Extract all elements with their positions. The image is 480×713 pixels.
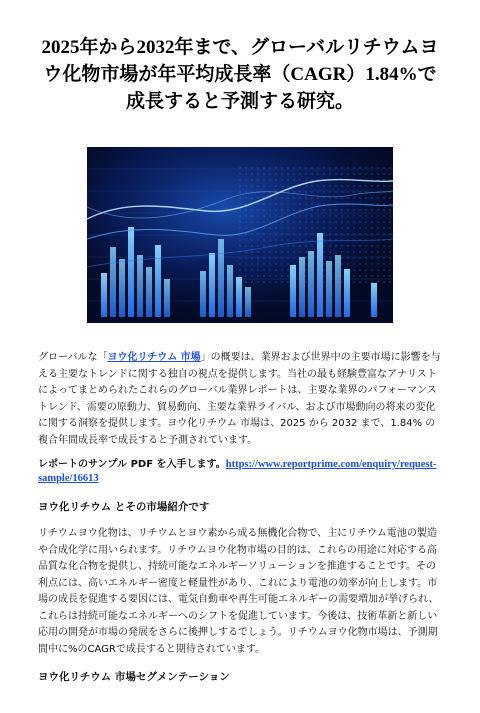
intro-paragraph: [38, 350, 442, 449]
sample-label: レポートのサンプル PDF を入手します。: [38, 459, 226, 470]
hero-bar: [371, 283, 377, 317]
hero-bar: [326, 261, 332, 317]
hero-bar: [290, 265, 296, 317]
hero-bar: [128, 227, 134, 317]
hero-bar: [245, 287, 251, 317]
hero-bar: [317, 233, 323, 317]
hero-bar: [227, 265, 233, 317]
hero-bar: [155, 245, 161, 317]
hero-bar: [308, 251, 314, 317]
page-title: 2025年から2032年まで、グローバルリチウムヨウ化物市場が年平均成長率（CAGR）1.84%で成長すると予測する研究。: [41, 37, 439, 112]
hero-bar: [164, 279, 170, 317]
hero-bar: [299, 257, 305, 317]
sample-request: [38, 458, 442, 486]
section-heading-introduction: ヨウ化リチウム とその市場紹介です: [38, 501, 210, 513]
sample-url-link[interactable]: https://www.reportprime.com/enquiry/request-sample/16613: [38, 459, 437, 484]
hero-bar: [209, 253, 215, 317]
hero-bar: [110, 247, 116, 317]
hero-bar: [344, 269, 350, 317]
hero-bar: [236, 277, 242, 317]
hero-bar: [119, 259, 125, 317]
hero-bar: [101, 273, 107, 317]
section-body-introduction: リチウムヨウ化物は、リチウムとヨウ素から成る無機化合物で、主にリチウム電池の製造や合成化学に用いられます。リチウムヨウ化物市場の目的は、これらの用途に対応する高品質な化合物を提供し、持続可能なエネルギーソリューションを推進することです。その利点には、高いエネルギー密度と軽量性があり、これにより電池の効率が向上します。市場の成長を促進する要因には、電気自動車や再生可能エネルギーの需要増加が挙げられ、これらは持続可能なエネルギーへのシフトを促進しています。今後は、技術革新と新しい応用の開発が市場の発展をさらに後押しするでしょう。リチウムヨウ化物市場は、予測期間中に%のCAGRで成長すると期待されています。: [38, 528, 439, 655]
hero-bar: [137, 255, 143, 317]
intro-prefix: グローバルな「: [38, 352, 108, 363]
document-page: [0, 34, 480, 713]
hero-bar: [146, 267, 152, 317]
section-heading-segmentation: ヨウ化リチウム 市場セグメンテーション: [38, 671, 230, 683]
hero-bar: [218, 239, 224, 317]
hero-bar: [200, 271, 206, 317]
hero-bar: [335, 255, 341, 317]
intro-body: 」の概要は、業界および世界中の主要市場に影響を与える主要なトレンドに関する独自の視点を提供します。当社の最も経験豊富なアナリストによってまとめられたこれらのグローバル業界レポートは、主要な業界のパフォーマンス トレンド、需要の原動力、貿易動向、主要な業界ライバル、および市場動向の将来の変化に関する洞察を提供します。ヨウ化リチウム 市場は、2025 から 2032 まで、1.84% の複合年間成長率で成長すると予測されています。: [38, 352, 441, 446]
market-link[interactable]: ヨウ化リチウム 市場: [107, 352, 201, 363]
market-chart-image: [87, 147, 393, 323]
